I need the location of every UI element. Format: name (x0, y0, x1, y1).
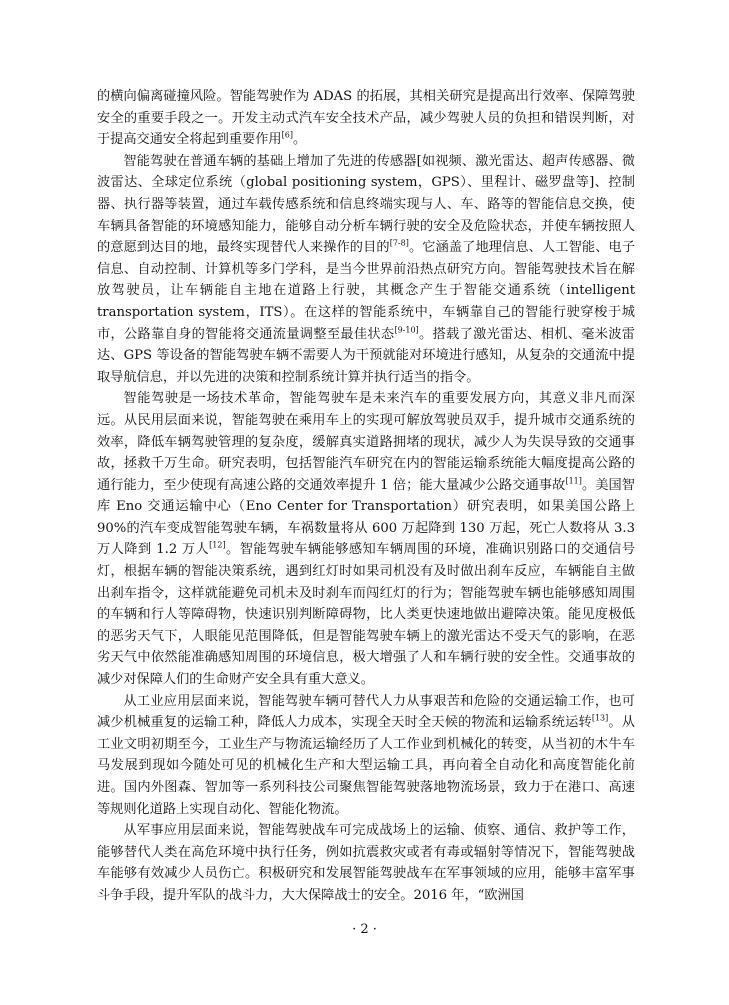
paragraph (97, 86, 635, 151)
paragraph (97, 691, 635, 821)
paragraph-text: 从军事应用层面来说，智能驾驶战车可完成战场上的运输、侦察、通信、救护等工作，能够替代人类在高危环境中执行任务，例如抗震救灾或者有毒或辐射等情况下，智能驾驶战车能够有效减少人员伤亡。积极研究和发展智能驾驶战车在军事领域的应用，能够丰富军事斗争手段，提升军队的战斗力，大大保障战士的安全。2016 年，“欧洲国 (97, 823, 635, 903)
citation-ref: [11] (565, 476, 582, 486)
paragraph-text: 从工业应用层面来说，智能驾驶车辆可替代人力从事艰苦和危险的交通运输工作，也可减少机械重复的运输工种，降低人力成本，实现全天时全天候的物流和运输系统运转 (97, 693, 635, 731)
citation-ref: [9-10] (394, 325, 419, 335)
page-number: · 2 · (352, 922, 377, 937)
paragraph (97, 151, 635, 389)
paragraph-text: 智能驾驶在普通车辆的基础上增加了先进的传感器[如视频、激光雷达、超声传感器、微波雷达、全球定位系统（global positioning system，GPS）、里程计、磁罗盘等]、控制器、执行器等装置，通过车载传感系统和信息终端实现与人、车、路等的智能信息交换，使车辆具备智能的环境感知能力，能够自动分析车辆行驶的安全及危险状态，并使车辆按照人的意愿到达目的地，最终实现替代人来操作的目的 (97, 153, 635, 256)
paragraph-text: 。从工业文明初期至今，工业生产与物流运输经历了人工作业到机械化的转变，从当初的木牛车马发展到现如今随处可见的机械化生产和大型运输工具，再向着全自动化和高度智能化前进。国内外图森、智加等一系列科技公司聚焦智能驾驶落地物流场景，致力于在港口、高速等规则化道路上实现自动化、智能化物流。 (97, 715, 635, 817)
paragraph-text: 智能驾驶是一场技术革命，智能驾驶车是未来汽车的重要发展方向，其意义非凡而深远。从民用层面来说，智能驾驶在乘用车上的实现可解放驾驶员双手，提升城市交通系统的效率，降低车辆驾驶管理的复杂度，缓解真实道路拥堵的现状，减少人为失误导致的交通事故，拯救千万生命。研究表明，包括智能汽车研究在内的智能运输系统能大幅度提高公路的通行能力，至少使现有高速公路的交通效率提升 1 倍；能大量减少公路交通事故 (97, 391, 635, 493)
paragraph-text: 。智能驾驶车辆能够感知车辆周围的环境，准确识别路口的交通信号灯，根据车辆的智能决策系统，遇到红灯时如果司机没有及时做出刹车反应，车辆能自主做出刹车指令，这样就能避免司机未及时刹车而闯红灯的行为；智能驾驶车辆也能够感知周围的车辆和行人等障碍物，快速识别判断障碍物，比人类更快速地做出避障决策。能见度极低的恶劣天气下，人眼能见范围降低，但是智能驾驶车辆上的激光雷达不受天气的影响，在恶劣天气中依然能准确感知周围的环境信息，极大增强了人和车辆行驶的安全性。交通事故的减少对保障人们的生命财产安全具有重大意义。 (97, 542, 636, 688)
paragraph-text: 。 (292, 132, 307, 148)
citation-ref: [6] (281, 130, 293, 140)
citation-ref: [7-8] (389, 238, 409, 248)
paragraph-text: 的横向偏离碰撞风险。智能驾驶作为 ADAS 的拓展，其相关研究是提高出行效率、保障驾驶安全的重要手段之一。开发主动式汽车安全技术产品，减少驾驶人员的负担和错误判断，对于提高交通安全将起到重要作用 (97, 89, 635, 148)
paragraph (97, 388, 635, 690)
document-body (97, 86, 635, 907)
citation-ref: [13] (591, 713, 609, 723)
paragraph-text: 。美国智库 Eno 交通运输中心（Eno Center for Transportation）研究表明，如果美国公路上 90%的汽车变成智能驾驶车辆，车祸数量将从 600 万起降到 130 万起，死亡人数将从 3.3 万人降到 1.2 万人 (97, 477, 635, 558)
citation-ref: [12] (209, 541, 226, 551)
paragraph-text: 。搭载了激光雷达、相机、毫米波雷达、GPS 等设备的智能驾驶车辆不需要人为干预就能对环境进行感知，从复杂的交通流中提取导航信息，并以先进的决策和控制系统计算并执行适当的指令。 (97, 326, 635, 385)
paragraph (97, 820, 635, 906)
paragraph-text: 。它涵盖了地理信息、人工智能、电子信息、自动控制、计算机等多门学科，是当今世界前沿热点研究方向。智能驾驶技术旨在解放驾驶员，让车辆能自主地在道路上行驶，其概念产生于智能交通系统（intelligent transportation system，ITS）。在这样的智能系统中，车辆靠自己的智能行驶穿梭于城市，公路靠自身的智能将交通流量调整至最佳状态 (97, 240, 636, 342)
